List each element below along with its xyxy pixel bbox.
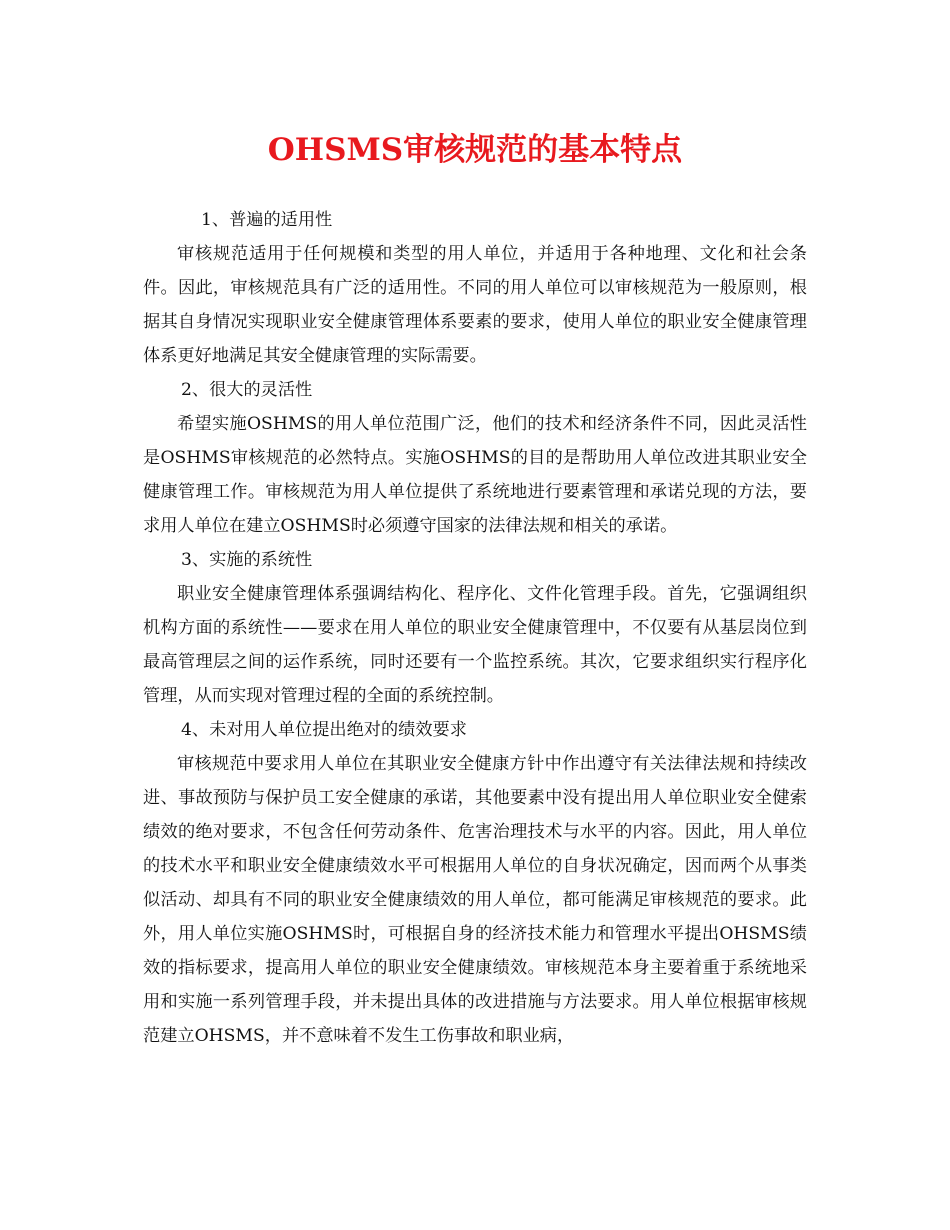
section-paragraph-3: 职业安全健康管理体系强调结构化、程序化、文件化管理手段。首先，它强调组织机构方面的系统性——要求在用人单位的职业安全健康管理中，不仅要有从基层岗位到最高管理层之间的运作系统，同时还要有一个监控系统。其次，它要求组织实行程序化管理，从而实现对管理过程的全面的系统控制。 <box>143 584 807 706</box>
section-heading-1: 1、普遍的适用性 <box>201 210 333 230</box>
document-body <box>143 203 807 1053</box>
section-heading-3: 3、实施的系统性 <box>181 550 313 570</box>
section-heading-4: 4、未对用人单位提出绝对的绩效要求 <box>181 720 467 740</box>
section-paragraph-2: 希望实施OSHMS的用人单位范围广泛，他们的技术和经济条件不同，因此灵活性是OSHMS审核规范的必然特点。实施OSHMS的目的是帮助用人单位改进其职业安全健康管理工作。审核规范为用人单位提供了系统地进行要素管理和承诺兑现的方法，要求用人单位在建立OSHMS时必须遵守国家的法律法规和相关的承诺。 <box>143 414 807 536</box>
section-heading-2: 2、很大的灵活性 <box>181 380 313 400</box>
section-paragraph-1: 审核规范适用于任何规模和类型的用人单位，并适用于各种地理、文化和社会条件。因此，审核规范具有广泛的适用性。不同的用人单位可以审核规范为一般原则，根据其自身情况实现职业安全健康管理体系要素的要求，使用人单位的职业安全健康管理体系更好地满足其安全健康管理的实际需要。 <box>143 244 807 366</box>
section-paragraph-4: 审核规范中要求用人单位在其职业安全健康方针中作出遵守有关法律法规和持续改进、事故预防与保护员工安全健康的承诺，其他要素中没有提出用人单位职业安全健索绩效的绝对要求，不包含任何劳动条件、危害治理技术与水平的内容。因此，用人单位的技术水平和职业安全健康绩效水平可根据用人单位的自身状况确定，因而两个从事类似活动、却具有不同的职业安全健康绩效的用人单位，都可能满足审核规范的要求。此外，用人单位实施OSHMS时，可根据自身的经济技术能力和管理水平提出OHSMS绩效的指标要求，提高用人单位的职业安全健康绩效。审核规范本身主要着重于系统地采用和实施一系列管理手段，并未提出具体的改进措施与方法要求。用人单位根据审核规范建立OHSMS，并不意味着不发生工伤事故和职业病， <box>143 754 807 1046</box>
document-title: OHSMS审核规范的基本特点 <box>267 132 683 168</box>
